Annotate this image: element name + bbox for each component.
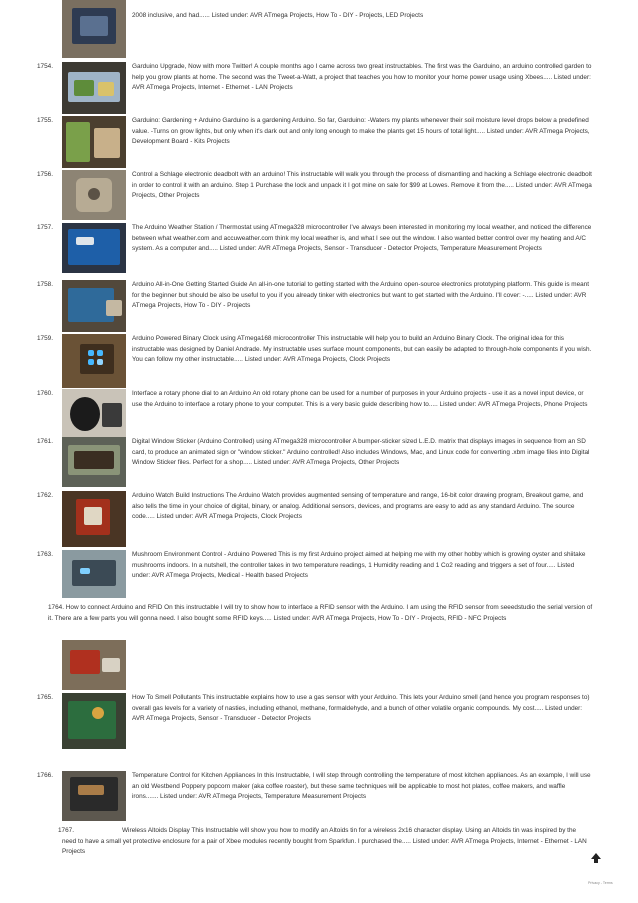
entry-description: Garduino Upgrade, Now with more Twitter! A couple months ago I came across two great instructables. The first was the Garduino, an arduino controlled garden to help you grow plants at home. The second was the Tweet-a-Watt, a project that teaches you how to monitor your home power usage using Xbees..... Listed under: AVR ATmega Projects, Internet - Ethernet - LAN Projects bbox=[132, 63, 592, 92]
entry-number: 1758. bbox=[37, 281, 53, 288]
project-thumbnail[interactable] bbox=[62, 0, 126, 58]
entry-description bbox=[48, 603, 594, 624]
project-thumbnail[interactable] bbox=[62, 116, 126, 168]
up-arrow-icon[interactable] bbox=[590, 852, 602, 864]
project-thumbnail[interactable] bbox=[62, 693, 126, 749]
project-thumbnail[interactable] bbox=[62, 491, 126, 547]
entry-number: 1764. bbox=[48, 604, 64, 611]
entry-number: 1761. bbox=[37, 438, 53, 445]
entry-description: Temperature Control for Kitchen Appliances In this Instructable, I will step through controlling the temperature of most kitchen appliances. As an example, I will use an old Westbend Poppery popcorn maker (aka coffee roaster), but these same techniques will be applicable to most hot plates, coffee makers, and waffle irons....... Listed under: AVR ATmega Projects, Temperature Measurement Projects bbox=[132, 772, 591, 801]
entry-body: How to connect Arduino and RFID On this instructable I will try to show how to interface a RFID sensor with the Arduino. I am using the RFID sensor from seeedstudio the serial version of it. There are a few parts you will gonna need. I also bought some RFID keys..... Listed under: AVR ATmega Projects, How To - DIY - Projects, RFID - NFC Projects bbox=[48, 604, 593, 622]
entry-description: The Arduino Weather Station / Thermostat using ATmega328 microcontroller I've always been interested in monitoring my local weather, and noticed the difference between what weather.com and accuweather.com think my local weather is, and what I see out the window. I also wanted better control over my heating and A/C system. As a computer and..... Listed under: AVR ATmega Projects, Sensor - Transducer - Detector Projects, Temperature Measurement Projects bbox=[132, 224, 592, 253]
project-thumbnail[interactable] bbox=[62, 170, 126, 220]
entry-number: 1754. bbox=[37, 63, 53, 70]
entry-number: 1762. bbox=[37, 492, 53, 499]
entry-description: Control a Schlage electronic deadbolt with an arduino! This instructable will walk you through the process of dismantling and hacking a Schlage electronic deadbolt in order to control it with an arduino. Step 1 Purchase the lock and unpack it I got mine on sale for $99 at Lowes. Remove it from the..... Listed under: AVR ATmega Projects, Other Projects bbox=[132, 171, 592, 200]
entry-number: 1767. bbox=[58, 827, 74, 834]
entry-description: Arduino Powered Binary Clock using ATmega168 microcontroller This instructable will help you to build an Arduino Binary Clock. The original idea for this instructable was designed by Daniel Andrade. My instructable uses surface mount components, but can easily be adapted to through-hole components if you wish. You can follow my other instructable..... Listed under: AVR ATmega Projects, Clock Projects bbox=[132, 335, 592, 364]
entry-number: 1757. bbox=[37, 224, 53, 231]
entry-description: Mushroom Environment Control - Arduino Powered This is my first Arduino project aimed at helping me with my other hobby which is growing oyster and shiitake mushrooms indoors. In a nutshell, the controller takes in two temperature readings, 1 Humidity reading and 1 Co2 reading and triggers a set of four..... Listed under: AVR ATmega Projects, Medical - Health based Projects bbox=[132, 551, 586, 580]
privacy-terms-link[interactable]: Privacy - Terms bbox=[588, 881, 613, 885]
project-thumbnail[interactable] bbox=[62, 334, 126, 388]
entry-description: Arduino Watch Build Instructions The Arduino Watch provides augmented sensing of temperature and range, 16-bit color drawing program, Breakout game, and also tells the time in your choice of digital, binary, or analog. Additional sensors, devices, and programs are easy to add as any standard Arduino. The source code..... Listed under: AVR ATmega Projects, Clock Projects bbox=[132, 492, 584, 521]
project-thumbnail[interactable] bbox=[62, 640, 126, 690]
entry-number: 1766. bbox=[37, 772, 53, 779]
entry-number: 1760. bbox=[37, 390, 53, 397]
entry-description: 2008 inclusive, and had...... Listed under: AVR ATmega Projects, How To - DIY - Projects, LED Projects bbox=[132, 12, 424, 19]
project-thumbnail[interactable] bbox=[62, 437, 126, 487]
entry-number: 1763. bbox=[37, 551, 53, 558]
entry-description: How To Smell Pollutants This instructable explains how to use a gas sensor with your Arduino. This lets your Arduino smell (and hence you program responses to) overall gas levels for a variety of nasties, including ethanol, methane, formaldehyde, and a bunch of other volatile organic compounds. My cost..... Listed under: AVR ATmega Projects, Sensor - Transducer - Detector Projects bbox=[132, 694, 590, 723]
entry-description: Arduino All-in-One Getting Started Guide An all-in-one tutorial to getting started with the Arduino open-source electronics prototyping platform. This guide is meant for the beginner but should be also be useful to you if you already tinker with electronics but want to get started with the Arduino. I'll cover: -..... Listed under: AVR ATmega Projects, How To - DIY - Projects bbox=[132, 281, 590, 310]
entry-description: Wireless Altoids Display This Instructable will show you how to modify an Altoids tin for a wireless 2x16 character display. Using an Altoids tin was inspired by the need to have a small yet protective enclosure for a pair of Xbee modules recently bought from Sparkfun. I purchased the..... Listed under: AVR ATmega Projects, Internet - Ethernet - LAN Projects bbox=[62, 827, 587, 856]
project-thumbnail[interactable] bbox=[62, 771, 126, 821]
project-thumbnail[interactable] bbox=[62, 223, 126, 273]
entry-number: 1755. bbox=[37, 117, 53, 124]
entry-number: 1756. bbox=[37, 171, 53, 178]
project-thumbnail[interactable] bbox=[62, 550, 126, 598]
entry-description: Digital Window Sticker (Arduino Controlled) using ATmega328 microcontroller A bumper-sticker sized L.E.D. matrix that displays images in sequence from an SD card, to produce an animated sign or "window sticker." Arduino controlled! Also includes Windows, Mac, and Linux code for converting .xbm image files into Digital Window Sticker files. Perfect for a shop..... Listed under: AVR ATmega Projects, Other Projects bbox=[132, 438, 590, 467]
entry-number: 1759. bbox=[37, 335, 53, 342]
project-thumbnail[interactable] bbox=[62, 280, 126, 332]
entry-description: Interface a rotary phone dial to an Arduino An old rotary phone can be used for a number of purposes in your Arduino projects - use it as a novel input device, or use the Arduino to interface a rotary phone to your computer. This is a very basic guide describing how to..... Listed under: AVR ATmega Projects, Phone Projects bbox=[132, 390, 588, 408]
entry-number: 1765. bbox=[37, 694, 53, 701]
entry-description: Garduino: Gardening + Arduino Garduino is a gardening Arduino. So far, Garduino: -Waters my plants whenever their soil moisture level drops below a predefined value. -Turns on grow lights, but only when it's dark out and only long enough to make the plants get 15 hours of total light..... Listed under: AVR ATmega Projects, Development Board - Kits Projects bbox=[132, 117, 590, 146]
project-thumbnail[interactable] bbox=[62, 389, 126, 441]
project-thumbnail[interactable] bbox=[62, 62, 126, 114]
